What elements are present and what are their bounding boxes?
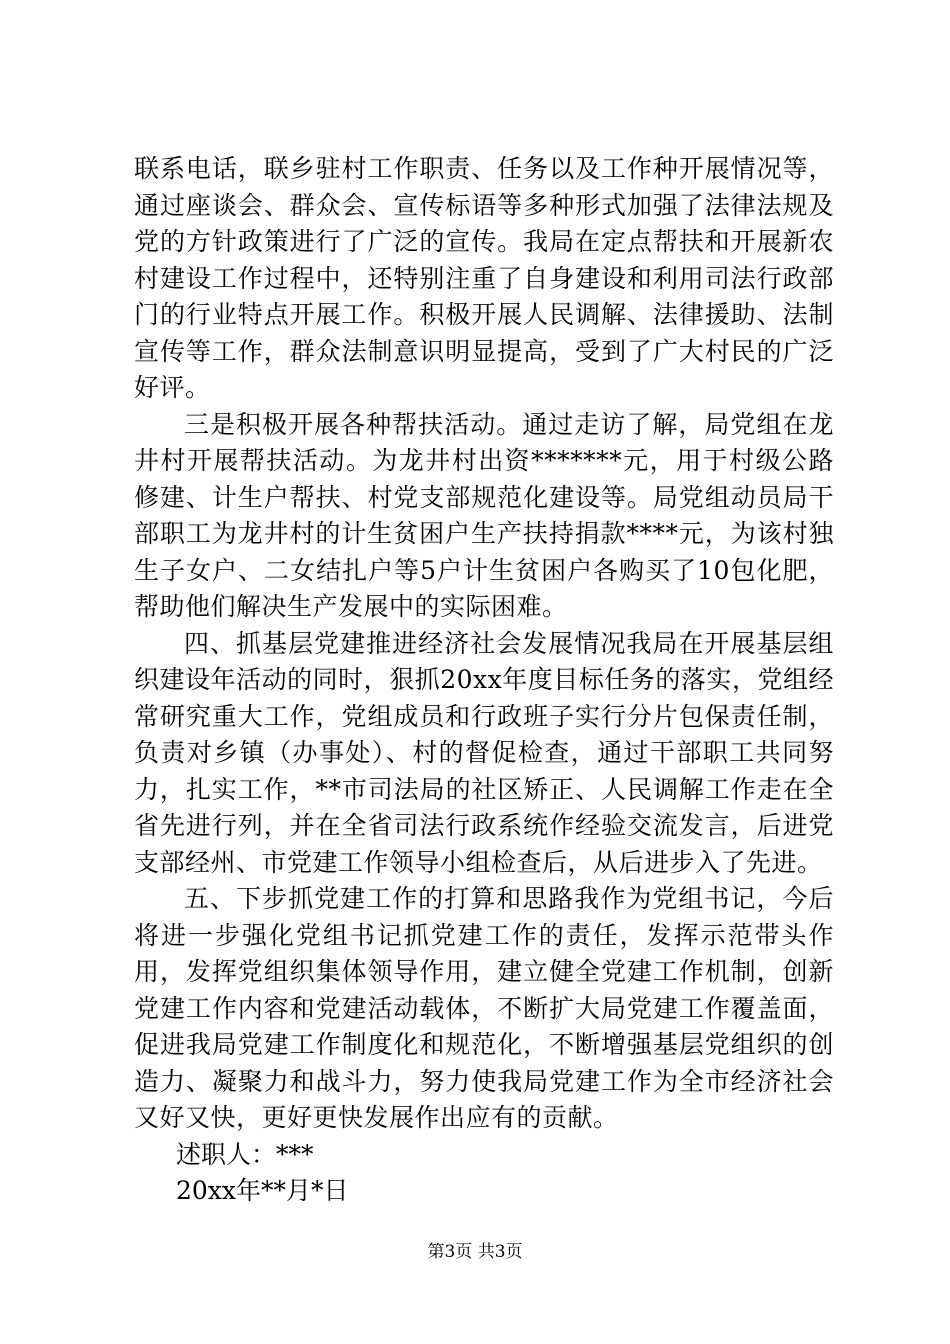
- signature-line: 述职人：***: [176, 1139, 314, 1169]
- paragraph-assistance-activities: 三是积极开展各种帮扶活动。通过走访了解，局党组在龙井村开展帮扶活动。为龙井村出资*******元，用于村级公路修建、计生户帮扶、村党支部规范化建设等。局党组动员局干部职工为龙井村的计生贫困户生产扶持捐款****元，为该村独生子女户、二女结扎户等5户计生贫困户各购买了10包化肥，帮助他们解决生产发展中的实际困难。: [134, 409, 834, 621]
- date-line: 20xx年**月*日: [176, 1176, 349, 1205]
- document-body: [134, 151, 834, 1210]
- paragraph-next-steps: 五、下步抓党建工作的打算和思路我作为党组书记，今后将进一步强化党组书记抓党建工作的责任，发挥示范带头作用，发挥党组织集体领导作用，建立健全党建工作机制，创新党建工作内容和党建活动载体，不断扩大局党建工作覆盖面，促进我局党建工作制度化和规范化，不断增强基层党组织的创造力、凝聚力和战斗力，努力使我局党建工作为全市经济社会又好又快，更好更快发展作出应有的贡献。: [134, 884, 834, 1132]
- paragraph-continuation: 联系电话，联乡驻村工作职责、任务以及工作种开展情况等，通过座谈会、群众会、宣传标语等多种形式加强了法律法规及党的方针政策进行了广泛的宣传。我局在定点帮扶和开展新农村建设工作过程中，还特别注重了自身建设和利用司法行政部门的行业特点开展工作。积极开展人民调解、法律援助、法制宣传等工作，群众法制意识明显提高，受到了广大村民的广泛好评。: [134, 154, 834, 402]
- paragraph-party-building-progress: 四、抓基层党建推进经济社会发展情况我局在开展基层组织建设年活动的同时，狠抓20xx年度目标任务的落实，党组经常研究重大工作，党组成员和行政班子实行分片包保责任制，负责对乡镇（办事处）、村的督促检查，通过干部职工共同努力，扎实工作，**市司法局的社区矫正、人民调解工作走在全省先进行列，并在全省司法行政系统作经验交流发言，后进党支部经州、市党建工作领导小组检查后，从后进步入了先进。: [134, 628, 834, 877]
- page-footer: 第3页 共3页: [427, 1242, 523, 1262]
